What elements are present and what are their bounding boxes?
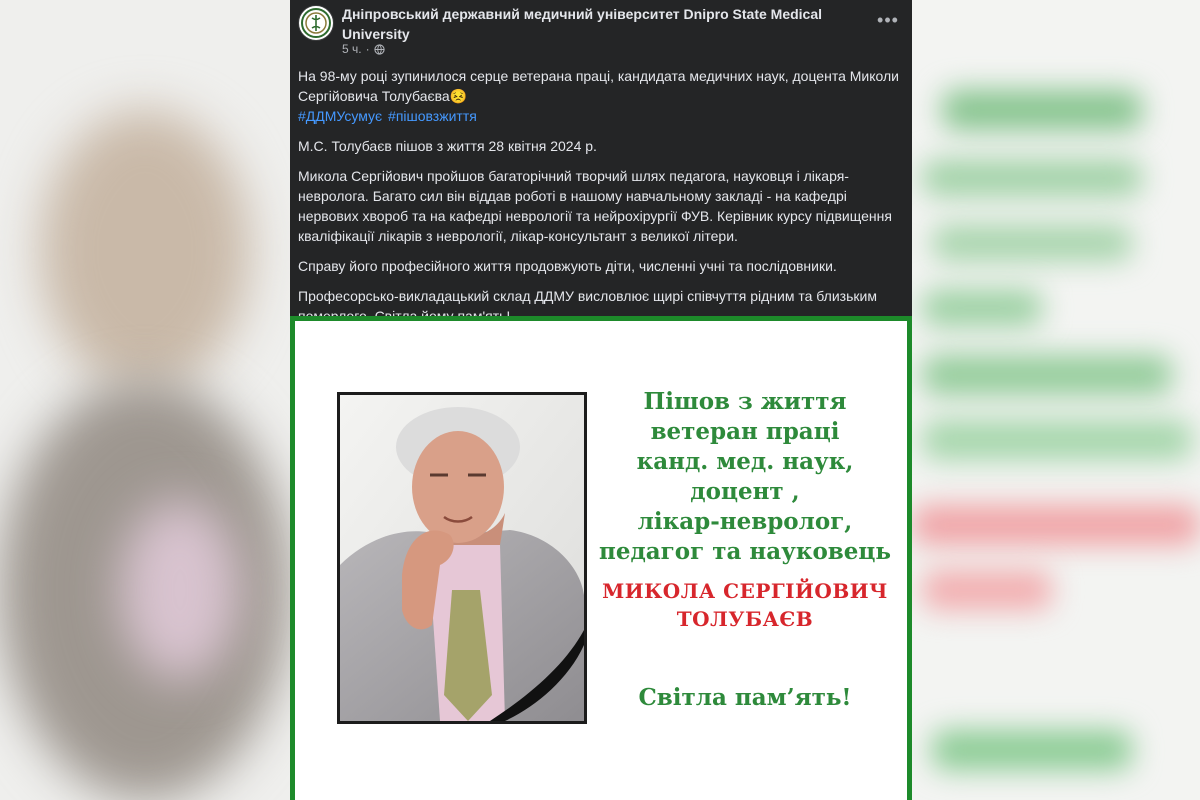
background-blur-text — [922, 570, 1052, 610]
sad-face-emoji: 😣 — [449, 88, 468, 104]
post-paragraph-3: Микола Сергійович пройшов багаторічний творчий шлях педагога, науковця і лікаря-невролога. Багато сил він віддав роботі в нашому навчальному закладі - на кафедрі нервових хвороб та на кафедрі неврології та нейрохірургії ФУВ. Керівник курсу підвищення кваліфікації лікарів з неврології, лікар-консультант з великої літери. — [298, 168, 892, 244]
memorial-line: лікар-невролог, — [637, 508, 853, 535]
hashtags — [298, 108, 479, 124]
memorial-text — [595, 387, 895, 713]
globe-icon[interactable] — [374, 44, 385, 55]
hashtag-link[interactable]: #пішовзжиття — [388, 108, 477, 124]
portrait-photo — [337, 392, 587, 724]
memorial-image[interactable] — [290, 316, 912, 800]
more-options-icon[interactable]: ••• — [877, 10, 899, 30]
memorial-line: педагог та науковець — [598, 538, 892, 565]
memorial-name-last: ТОЛУБАЄВ — [676, 607, 814, 631]
post-paragraph-2: М.С. Толубаєв пішов з життя 28 квітня 2024 р. — [298, 138, 597, 154]
background-blur-text — [922, 290, 1042, 326]
post-meta — [342, 42, 385, 56]
background-blur-text — [922, 355, 1172, 395]
background-blur-text — [932, 730, 1132, 770]
background-blur-text — [912, 505, 1200, 545]
memorial-line: ветеран праці — [650, 418, 840, 445]
background-blur-text — [922, 160, 1142, 196]
background-blur-text — [922, 420, 1192, 460]
background-blur-shirt — [120, 500, 240, 680]
portrait-illustration — [340, 395, 584, 721]
background-blur-face — [40, 110, 250, 390]
post-paragraph-1 — [298, 66, 902, 126]
post-paragraph-4: Справу його професійного життя продовжують діти, численні учні та послідовники. — [298, 258, 837, 274]
meta-separator: · — [365, 42, 370, 56]
memorial-line: доцент , — [690, 478, 800, 505]
background-right — [912, 0, 1200, 800]
memorial-line: Пішов з життя — [643, 388, 847, 415]
page-avatar[interactable] — [298, 5, 334, 41]
background-blur-text — [932, 225, 1132, 261]
facebook-post — [290, 0, 912, 800]
post-time[interactable]: 5 ч. — [342, 42, 362, 56]
background-blur-text — [942, 90, 1142, 130]
post-text — [298, 66, 902, 336]
memorial-closing: Світла пам’ять! — [638, 684, 852, 711]
university-logo-icon — [301, 8, 331, 38]
hashtag-link[interactable]: #ДДМУсумує — [298, 108, 383, 124]
memorial-line: канд. мед. наук, — [636, 448, 854, 475]
post-intro-text: На 98-му році зупинилося серце ветерана праці, кандидата медичних наук, доцента Миколи Сергійовича Толубаєва — [298, 68, 899, 104]
memorial-name-first: МИКОЛА СЕРГІЙОВИЧ — [602, 579, 888, 603]
background-left — [0, 0, 290, 800]
post-paragraph-5: Професорсько-викладацький склад ДДМУ висловлює щирі співчуття рідним та близьким — [298, 288, 877, 304]
page-name-link[interactable]: Дніпровський державний медичний університет Dnipro State Medical University — [342, 6, 823, 42]
